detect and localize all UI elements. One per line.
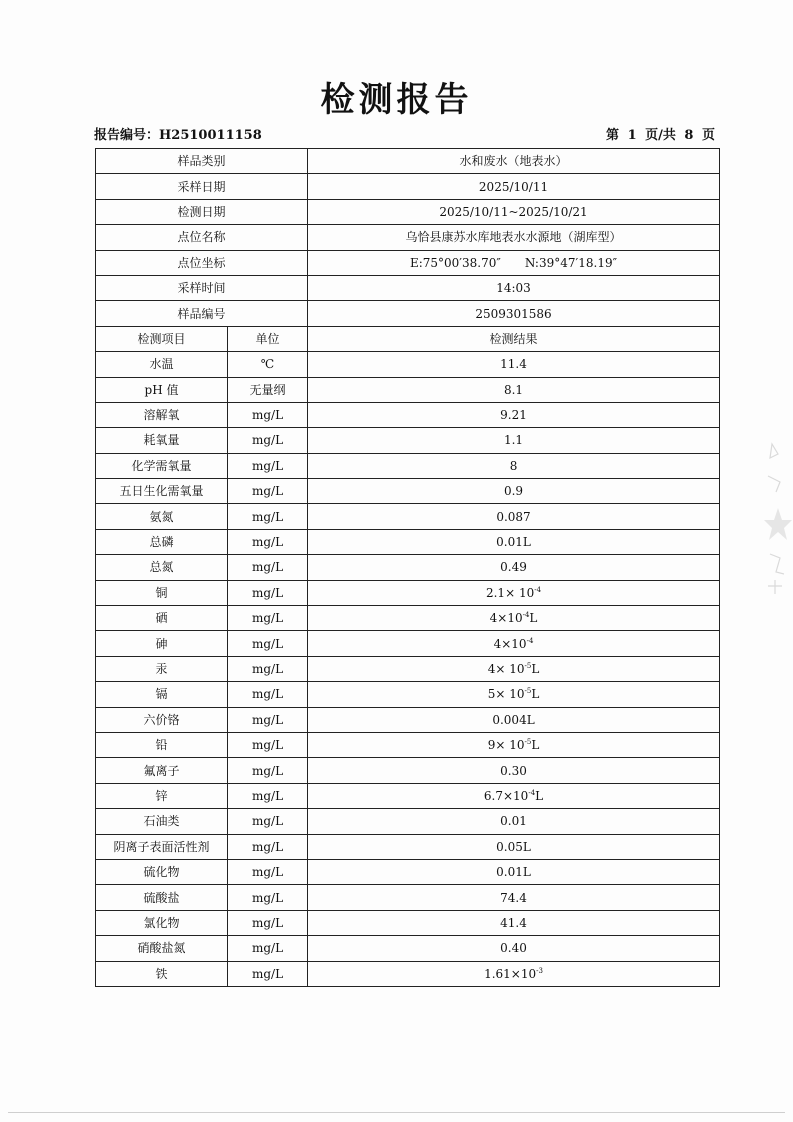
- result-value-base: 9.21: [500, 408, 527, 423]
- result-row: [96, 859, 720, 884]
- result-item: 总磷: [96, 529, 228, 554]
- result-value: [308, 732, 720, 757]
- result-value: [308, 961, 720, 986]
- seal-stamp-fragment: [758, 436, 792, 606]
- info-label: 采样时间: [96, 275, 308, 300]
- result-value-exponent: -5: [524, 687, 532, 696]
- result-item: 化学需氧量: [96, 453, 228, 478]
- result-value-base: 8.1: [503, 382, 524, 397]
- info-row-site-name: [96, 225, 720, 250]
- result-row: [96, 732, 720, 757]
- result-unit: 无量纲: [228, 377, 308, 402]
- result-value-base: 0.01L: [496, 535, 531, 550]
- result-row: [96, 707, 720, 732]
- result-item: 硒: [96, 606, 228, 631]
- result-value-base: 4× 10: [487, 662, 525, 676]
- result-row: [96, 453, 720, 478]
- page-indicator: 第 1 页/共 8 页: [606, 128, 715, 143]
- result-value: [308, 682, 720, 707]
- info-row-sample-type: [96, 149, 720, 174]
- info-row-test-date: [96, 199, 720, 224]
- result-unit: mg/L: [228, 656, 308, 681]
- result-item: 五日生化需氧量: [96, 479, 228, 504]
- result-value-exponent: -3: [536, 966, 543, 975]
- result-unit: mg/L: [228, 631, 308, 656]
- result-item: 六价铬: [96, 707, 228, 732]
- result-value: [308, 859, 720, 884]
- result-row: [96, 606, 720, 631]
- result-value-base: 9× 10: [487, 738, 525, 753]
- report-number-value: H2510011158: [159, 128, 262, 143]
- result-value: [308, 809, 720, 834]
- result-unit: mg/L: [228, 529, 308, 554]
- result-item: 铁: [96, 961, 228, 986]
- result-value-base: 0.9: [503, 484, 524, 499]
- result-value-base: 0.004L: [492, 712, 535, 727]
- result-row: [96, 631, 720, 656]
- result-value: [308, 453, 720, 478]
- result-item: 耗氧量: [96, 428, 228, 453]
- result-value-suffix: L: [531, 662, 540, 676]
- result-unit: mg/L: [228, 606, 308, 631]
- info-label: 点位坐标: [96, 250, 308, 275]
- result-unit: mg/L: [228, 936, 308, 961]
- result-value: [308, 504, 720, 529]
- result-value-base: 4×10: [489, 611, 523, 626]
- info-row-site-coordinates: [96, 250, 720, 275]
- result-unit: mg/L: [228, 707, 308, 732]
- result-value: [308, 580, 720, 605]
- result-value: [308, 352, 720, 377]
- result-value-exponent: -4: [528, 788, 536, 797]
- result-value-base: 74.4: [500, 890, 527, 905]
- result-value-suffix: L: [531, 687, 540, 702]
- result-value-base: 1.61×10: [484, 966, 537, 981]
- result-value-base: 0.05L: [496, 839, 531, 854]
- info-value: 14:03: [308, 275, 720, 300]
- result-unit: mg/L: [228, 758, 308, 783]
- result-unit: mg/L: [228, 809, 308, 834]
- result-value: [308, 885, 720, 910]
- result-unit: mg/L: [228, 910, 308, 935]
- result-value: [308, 707, 720, 732]
- result-item: pH 值: [96, 377, 228, 402]
- result-value: [308, 606, 720, 631]
- info-label: 样品类别: [96, 149, 308, 174]
- result-item: 硫酸盐: [96, 885, 228, 910]
- result-item: 硝酸盐氮: [96, 936, 228, 961]
- result-value-base: 0.087: [496, 509, 531, 524]
- result-value-base: 0.49: [500, 560, 527, 575]
- result-unit: mg/L: [228, 783, 308, 808]
- info-value: 乌恰县康苏水库地表水水源地（湖库型）: [308, 225, 720, 250]
- result-value-base: 2.1× 10: [485, 585, 535, 600]
- result-value-exponent: -4: [522, 611, 530, 620]
- result-row: [96, 783, 720, 808]
- result-unit: mg/L: [228, 682, 308, 707]
- result-row: [96, 809, 720, 834]
- results-header-row: [96, 326, 720, 351]
- result-item: 总氮: [96, 555, 228, 580]
- result-row: [96, 428, 720, 453]
- result-value-base: 0.40: [500, 941, 527, 956]
- result-item: 硫化物: [96, 859, 228, 884]
- result-value: [308, 402, 720, 427]
- result-item: 氟离子: [96, 758, 228, 783]
- result-row: [96, 682, 720, 707]
- result-value-suffix: L: [529, 611, 538, 626]
- result-value: [308, 631, 720, 656]
- result-unit: mg/L: [228, 859, 308, 884]
- result-item: 溶解氧: [96, 402, 228, 427]
- result-item: 铜: [96, 580, 228, 605]
- info-row-sampling-date: [96, 174, 720, 199]
- result-value-exponent: -4: [526, 636, 534, 645]
- result-row: [96, 961, 720, 986]
- result-row: [96, 758, 720, 783]
- result-item: 石油类: [96, 809, 228, 834]
- document-title: 检测报告: [320, 80, 473, 120]
- result-item: 氯化物: [96, 910, 228, 935]
- result-unit: mg/L: [228, 961, 308, 986]
- report-table: [95, 148, 720, 987]
- result-value: [308, 555, 720, 580]
- result-item: 汞: [96, 656, 228, 681]
- info-value: 2025/10/11~2025/10/21: [308, 199, 720, 224]
- report-number-label: 报告编号：: [94, 128, 160, 143]
- result-row: [96, 834, 720, 859]
- scan-edge-line: [8, 1112, 785, 1113]
- result-row: [96, 402, 720, 427]
- header-unit: 单位: [228, 326, 308, 351]
- result-unit: mg/L: [228, 479, 308, 504]
- result-unit: mg/L: [228, 428, 308, 453]
- result-value-base: 11.4: [500, 357, 527, 372]
- report-number: [94, 124, 262, 143]
- result-unit: mg/L: [228, 732, 308, 757]
- result-row: [96, 504, 720, 529]
- result-value-exponent: -5: [524, 662, 532, 670]
- info-row-sampling-time: [96, 275, 720, 300]
- result-value-exponent: -4: [534, 585, 542, 594]
- result-value-base: 8: [509, 458, 518, 473]
- result-value-base: 0.01L: [496, 865, 531, 880]
- result-value: [308, 529, 720, 554]
- result-unit: mg/L: [228, 834, 308, 859]
- result-value: [308, 936, 720, 961]
- result-item: 砷: [96, 631, 228, 656]
- result-value-base: 0.01: [500, 814, 527, 829]
- info-label: 采样日期: [96, 174, 308, 199]
- result-unit: mg/L: [228, 580, 308, 605]
- header-item: 检测项目: [96, 326, 228, 351]
- result-value: [308, 834, 720, 859]
- result-row: [96, 377, 720, 402]
- result-value: [308, 783, 720, 808]
- result-item: 水温: [96, 352, 228, 377]
- result-row: [96, 936, 720, 961]
- result-value: [308, 758, 720, 783]
- result-row: [96, 529, 720, 554]
- result-value: [308, 428, 720, 453]
- result-value-base: 4×10: [493, 636, 527, 651]
- result-row: [96, 910, 720, 935]
- result-item: 铅: [96, 732, 228, 757]
- info-label: 检测日期: [96, 199, 308, 224]
- result-value-base: 0.30: [500, 763, 527, 778]
- info-value: 水和废水（地表水）: [308, 149, 720, 174]
- result-unit: mg/L: [228, 453, 308, 478]
- header-result: 检测结果: [308, 326, 720, 351]
- result-unit: mg/L: [228, 885, 308, 910]
- result-value-suffix: L: [535, 788, 544, 803]
- result-row: [96, 352, 720, 377]
- result-value-base: 41.4: [500, 915, 527, 930]
- result-item: 锌: [96, 783, 228, 808]
- result-unit: mg/L: [228, 402, 308, 427]
- result-value: [308, 910, 720, 935]
- result-value-suffix: L: [531, 738, 540, 753]
- result-value-base: 5× 10: [487, 687, 525, 702]
- result-row: [96, 555, 720, 580]
- result-item: 阴离子表面活性剂: [96, 834, 228, 859]
- result-row: [96, 479, 720, 504]
- result-row: [96, 885, 720, 910]
- result-value: [308, 377, 720, 402]
- result-value: [308, 479, 720, 504]
- info-label: 样品编号: [96, 301, 308, 326]
- result-item: 镉: [96, 682, 228, 707]
- info-value: 2025/10/11: [308, 174, 720, 199]
- info-label: 点位名称: [96, 225, 308, 250]
- info-value: 2509301586: [308, 301, 720, 326]
- result-unit: ℃: [228, 352, 308, 377]
- result-value-exponent: -5: [524, 738, 532, 747]
- result-value-base: 6.7×10: [483, 788, 529, 803]
- result-unit: mg/L: [228, 504, 308, 529]
- result-value: [308, 656, 720, 681]
- result-item: 氨氮: [96, 504, 228, 529]
- info-row-sample-id: [96, 301, 720, 326]
- result-row: [96, 580, 720, 605]
- result-unit: mg/L: [228, 555, 308, 580]
- result-row: [96, 656, 720, 681]
- result-value-base: 1.1: [503, 433, 524, 448]
- info-value: E:75°00′38.70″ N:39°47′18.19″: [308, 250, 720, 275]
